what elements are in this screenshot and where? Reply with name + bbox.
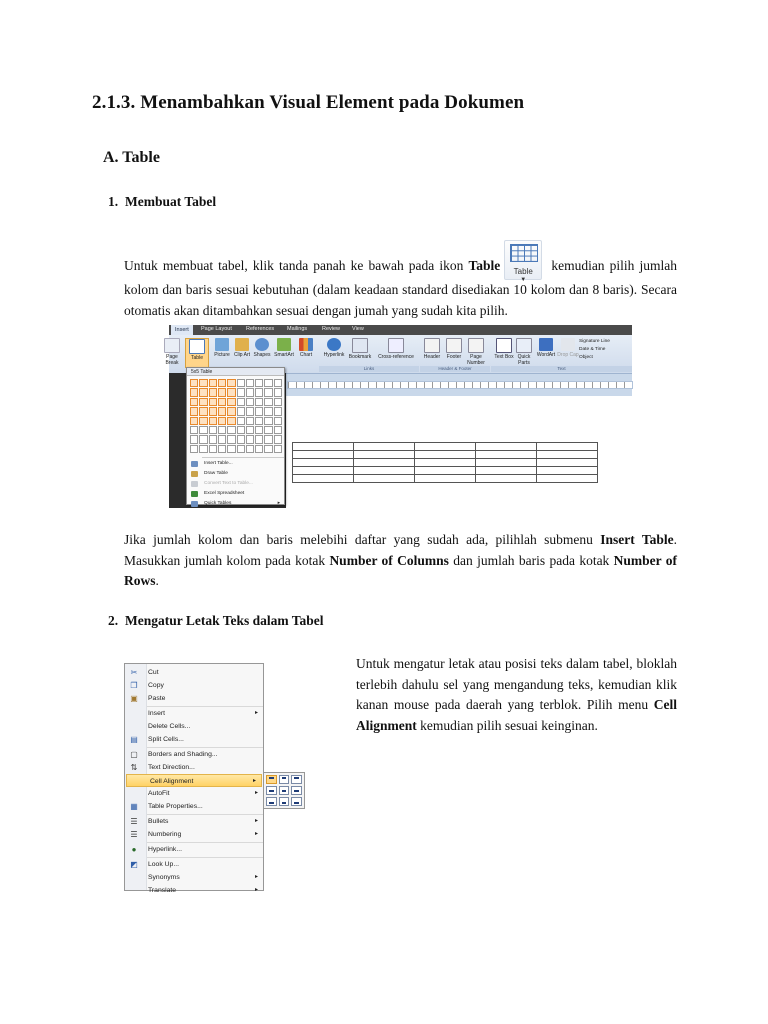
text-direction-icon: ⇅ <box>130 763 138 772</box>
cut-label: Cut <box>148 669 159 676</box>
header-button[interactable] <box>421 338 443 360</box>
align-top-right-button[interactable] <box>291 775 302 784</box>
quick-tables-icon <box>191 501 198 507</box>
excel-spreadsheet-menu-item[interactable] <box>187 489 284 499</box>
text-box-button[interactable] <box>493 338 515 360</box>
numbering-label: Numbering <box>148 831 182 838</box>
align-bottom-center-button[interactable] <box>279 797 290 806</box>
object-button[interactable]: Object <box>579 355 593 360</box>
insert-table-dropdown <box>186 367 285 505</box>
convert-text-menu-item[interactable] <box>187 479 284 489</box>
split-cells-icon: ▤ <box>130 735 138 744</box>
table-button[interactable] <box>185 338 209 368</box>
subsection-2-number: 2. <box>108 613 119 628</box>
subsection-2-heading <box>108 613 324 629</box>
cell-alignment-label: Cell Alignment <box>150 778 194 785</box>
table-properties-icon: ▦ <box>130 802 138 811</box>
clip-art-label: Clip Art <box>233 352 251 358</box>
split-cells-label: Split Cells... <box>148 736 184 743</box>
signature-line-button[interactable]: Signature Line <box>579 339 610 344</box>
copy-icon: ❐ <box>130 681 138 690</box>
align-center-button[interactable] <box>279 786 290 795</box>
para2-text-c: dan jumlah baris pada kotak <box>448 552 614 568</box>
translate-label: Translate <box>148 887 177 894</box>
align-bottom-left-button[interactable] <box>266 797 277 806</box>
quick-tables-menu-item[interactable] <box>187 499 284 509</box>
quick-parts-button[interactable] <box>513 338 535 366</box>
excel-spreadsheet-label: Excel Spreadsheet <box>204 491 245 496</box>
ribbon-tab-bar <box>169 325 632 335</box>
cross-reference-button[interactable] <box>375 338 417 360</box>
cell-alignment-submenu <box>263 772 305 809</box>
footer-label: Footer <box>446 354 462 360</box>
chevron-right-icon: ▸ <box>254 790 258 796</box>
hyperlink-button[interactable] <box>321 338 347 358</box>
wordart-label: WordArt <box>536 352 556 358</box>
copy-label: Copy <box>148 682 164 689</box>
insert-table-menu-item[interactable] <box>187 459 284 469</box>
hyperlink-label: Hyperlink... <box>148 846 182 853</box>
align-top-left-button[interactable] <box>266 775 277 784</box>
insert-table-icon <box>191 461 198 467</box>
page-number-label: Page Number <box>467 354 485 366</box>
para2-bold-number-of-rows: Number of Rows <box>124 552 677 588</box>
word-insert-table-screenshot <box>165 325 632 508</box>
menu-item-text-direction[interactable] <box>125 761 263 774</box>
bullets-icon: ☰ <box>130 817 138 826</box>
footer-button[interactable] <box>443 338 465 360</box>
tab-references[interactable]: References <box>246 326 275 332</box>
picture-button[interactable] <box>211 338 233 358</box>
context-menu-screenshot <box>124 663 305 894</box>
date-time-button[interactable]: Date & Time <box>579 347 606 352</box>
quick-parts-icon <box>516 338 532 353</box>
smartart-label: SmartArt <box>274 352 294 358</box>
chart-button[interactable] <box>295 338 317 358</box>
table-grid-glyph <box>510 244 538 262</box>
menu-item-cut[interactable] <box>125 666 263 679</box>
menu-item-paste[interactable] <box>125 692 263 705</box>
table-icon-label: Table <box>513 267 533 276</box>
look-up-label: Look Up... <box>148 861 179 868</box>
picture-icon <box>215 338 229 351</box>
table-properties-label: Table Properties... <box>148 803 203 810</box>
smartart-icon <box>277 338 291 351</box>
chart-icon <box>299 338 313 351</box>
convert-icon <box>191 481 198 487</box>
picture-label: Picture <box>214 352 230 358</box>
header-icon <box>424 338 440 353</box>
menu-separator <box>202 457 284 458</box>
menu-item-insert[interactable] <box>125 707 263 720</box>
para3-bold-cell-alignment: Cell Alignment <box>356 697 677 733</box>
quick-parts-label: Quick Parts <box>517 354 531 366</box>
para2-bold-number-of-columns: Number of Columns <box>329 552 449 568</box>
pencil-icon <box>191 471 198 477</box>
paragraph-cell-alignment <box>356 654 677 736</box>
menu-item-numbering[interactable] <box>125 828 263 841</box>
menu-item-cell-alignment[interactable] <box>126 774 262 787</box>
page-break-label: Page Break <box>165 354 179 366</box>
menu-item-synonyms[interactable] <box>125 871 263 884</box>
tab-insert[interactable]: Insert <box>171 325 193 335</box>
para2-text-d: . <box>155 573 159 588</box>
para3-text-a: Untuk mengatur letak atau posisi teks dalam tabel, bloklah terlebih dahulu sel yang mengandung teks, kemudian klik kanan mouse pada daerah yang terblok. Pilih menu <box>356 656 677 712</box>
look-up-icon: ◩ <box>130 860 138 869</box>
links-group-label: Links <box>319 366 419 372</box>
page-number-button[interactable] <box>465 338 487 366</box>
globe-icon <box>327 338 341 351</box>
table-button-label: Table <box>191 355 203 361</box>
menu-item-borders-shading[interactable] <box>125 748 263 761</box>
bullets-label: Bullets <box>148 818 169 825</box>
wordart-button[interactable] <box>535 338 557 358</box>
menu-item-translate[interactable] <box>125 884 263 897</box>
cross-reference-label: Cross-reference <box>378 354 414 360</box>
tab-mailings[interactable]: Mailings <box>287 326 308 332</box>
menu-item-bullets[interactable] <box>125 815 263 828</box>
table-size-header: 5x5 Table <box>187 368 284 376</box>
synonyms-label: Synonyms <box>148 874 180 881</box>
bookmark-label: Bookmark <box>348 354 372 360</box>
insert-table-label: Insert Table... <box>204 461 233 466</box>
menu-item-look-up[interactable] <box>125 858 263 871</box>
page-heading: 2.1.3. Menambahkan Visual Element pada Dokumen <box>92 92 525 113</box>
hyperlink-icon: ● <box>131 845 137 854</box>
footer-icon <box>446 338 462 353</box>
paste-label: Paste <box>148 695 166 702</box>
chevron-right-icon: ▸ <box>252 778 256 784</box>
tab-view[interactable]: View <box>352 326 364 332</box>
delete-cells-label: Delete Cells... <box>148 723 191 730</box>
para2-bold-insert-table: Insert Table <box>600 532 674 547</box>
para1-text-b: kemudian pilih jumlah kolom dan baris sesuai kebutuhan (dalam keadaan standard disediakan 10 kolom dan 8 baris). Secara otomatis akan ditambahkan sesuai dengan jumah yang sudah kita pilih. <box>124 258 677 318</box>
text-group-right-items <box>579 338 610 362</box>
wordart-icon <box>539 338 553 351</box>
subsection-2-title: Mengatur Letak Teks dalam Tabel <box>125 613 324 628</box>
inserted-table-preview <box>292 442 598 483</box>
para1-bold-table: Table <box>468 258 501 273</box>
numbering-icon: ☰ <box>130 830 138 839</box>
quick-tables-label: Quick Tables <box>204 501 232 506</box>
paragraph-membuat-tabel <box>124 240 677 321</box>
excel-icon <box>191 491 198 497</box>
page-break-button[interactable] <box>161 338 183 366</box>
cross-reference-icon <box>388 338 404 353</box>
bookmark-icon <box>352 338 368 353</box>
table-size-grid[interactable] <box>190 379 282 453</box>
menu-item-split-cells[interactable] <box>125 733 263 746</box>
tab-page-layout[interactable]: Page Layout <box>201 326 232 332</box>
para2-text-a: Jika jumlah kolom dan baris melebihi daftar yang sudah ada, pilihlah submenu <box>124 532 601 547</box>
text-direction-label: Text Direction... <box>148 764 195 771</box>
borders-icon: ▢ <box>130 750 138 759</box>
header-label: Header <box>423 354 441 360</box>
subsection-1-heading <box>108 194 216 210</box>
tab-review[interactable]: Review <box>322 326 341 332</box>
text-box-icon <box>496 338 512 353</box>
align-bottom-right-button[interactable] <box>291 797 302 806</box>
draw-table-menu-item[interactable] <box>187 469 284 479</box>
clip-art-icon <box>235 338 249 351</box>
shapes-button[interactable] <box>251 338 273 358</box>
convert-text-label: Convert Text to Table... <box>204 481 253 486</box>
chevron-right-icon: ▸ <box>254 874 258 880</box>
chevron-right-icon: ▸ <box>254 818 258 824</box>
drop-cap-icon <box>561 338 575 351</box>
hyperlink-label: Hyperlink <box>323 352 345 358</box>
drop-cap-button[interactable] <box>557 338 579 358</box>
context-menu <box>124 663 264 894</box>
clip-art-button[interactable] <box>231 338 253 358</box>
table-ribbon-icon <box>504 240 542 283</box>
menu-item-copy[interactable] <box>125 679 263 692</box>
page-number-icon <box>468 338 484 353</box>
para2-text-b: . Masukkan jumlah kolom pada kotak <box>124 532 677 568</box>
draw-table-label: Draw Table <box>204 471 228 476</box>
paragraph-insert-table <box>124 530 677 592</box>
chevron-down-icon: ▼ <box>520 277 527 283</box>
chevron-right-icon: ▸ <box>254 831 258 837</box>
chevron-right-icon: ▸ <box>254 710 258 716</box>
menu-item-table-properties[interactable] <box>125 800 263 813</box>
bookmark-button[interactable] <box>347 338 373 360</box>
table-dropdown-menu <box>187 456 284 509</box>
align-center-left-button[interactable] <box>266 786 277 795</box>
para1-text-a: Untuk membuat tabel, klik tanda panah ke bawah pada ikon <box>124 258 469 273</box>
shapes-label: Shapes <box>253 352 271 358</box>
shapes-icon <box>255 338 269 351</box>
menu-item-hyperlink[interactable] <box>125 843 263 856</box>
align-top-center-button[interactable] <box>279 775 290 784</box>
autofit-label: AutoFit <box>148 790 170 797</box>
scissors-icon: ✂ <box>130 668 138 677</box>
smartart-button[interactable] <box>273 338 295 358</box>
text-group-label: Text <box>491 366 632 372</box>
subsection-1-title: Membuat Tabel <box>125 194 217 209</box>
para3-text-b: kemudian pilih sesuai keinginan. <box>416 717 598 733</box>
borders-shading-label: Borders and Shading... <box>148 751 218 758</box>
align-center-right-button[interactable] <box>291 786 302 795</box>
ruler-bar <box>287 381 633 389</box>
page-break-icon <box>164 338 180 353</box>
insert-label: Insert <box>148 710 165 717</box>
subsection-1-number: 1. <box>108 194 119 209</box>
table-icon <box>189 339 205 354</box>
clipboard-icon: ▣ <box>130 694 138 703</box>
menu-item-delete-cells[interactable] <box>125 720 263 733</box>
menu-item-autofit[interactable] <box>125 787 263 800</box>
section-a-heading: A. Table <box>103 149 160 166</box>
chart-label: Chart <box>299 352 313 358</box>
drop-cap-label: Drop Cap <box>557 352 579 358</box>
chevron-right-icon: ▸ <box>277 501 280 506</box>
header-footer-group-label: Header & Footer <box>420 366 490 372</box>
text-box-label: Text Box <box>494 354 514 360</box>
chevron-right-icon: ▸ <box>254 887 258 893</box>
